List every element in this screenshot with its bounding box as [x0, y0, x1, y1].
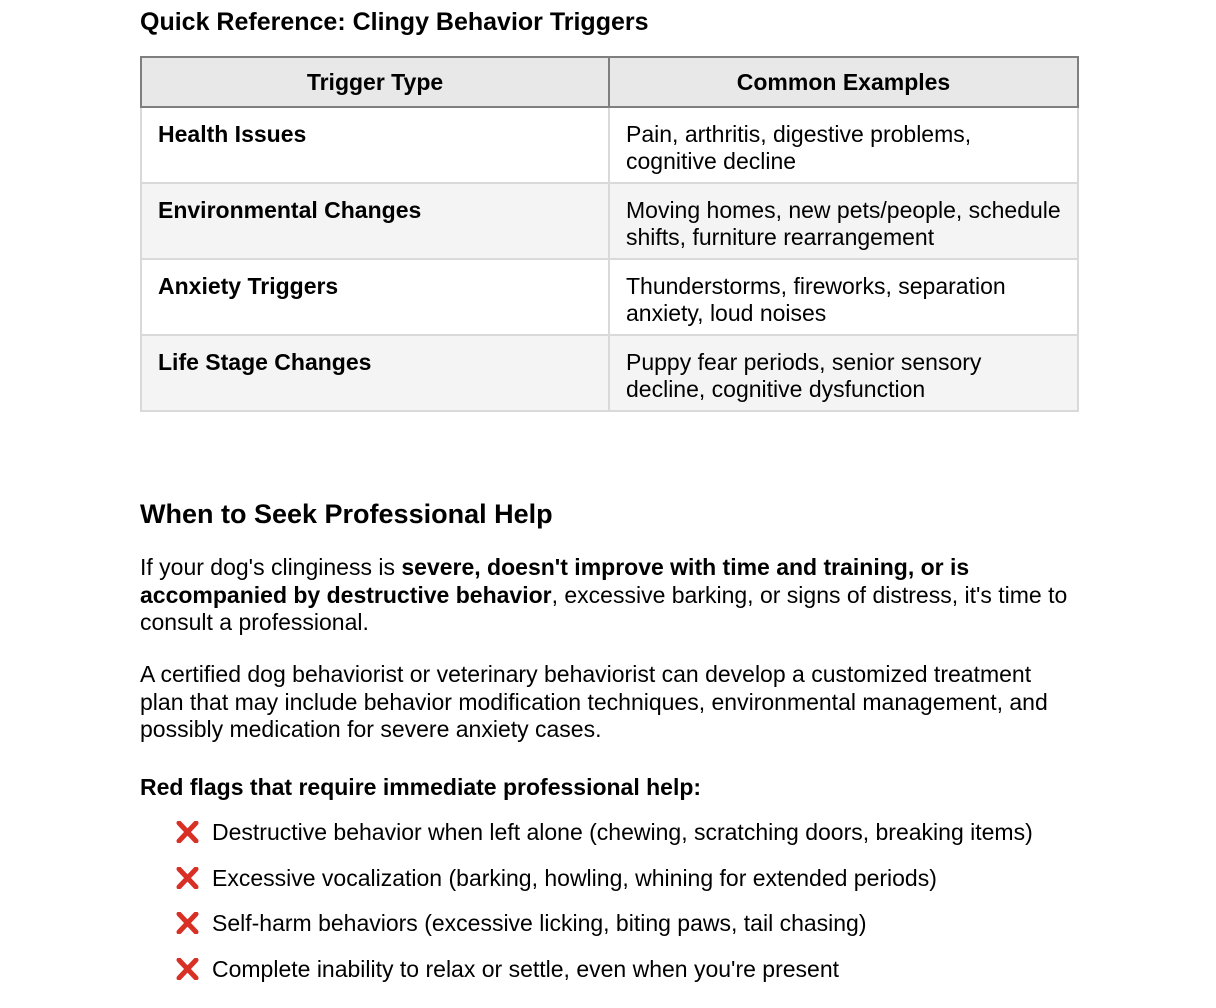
cross-mark-icon [175, 907, 200, 939]
table-row [141, 259, 1078, 335]
intro-text-bold: severe, doesn't improve with time and training, or is accompanied by destructive behavior [140, 554, 970, 608]
examples-cell: Moving homes, new pets/people, schedule shifts, furniture rearrangement [609, 183, 1078, 259]
list-item [175, 953, 1033, 999]
red-flags-list [175, 816, 1033, 999]
list-item [175, 907, 1033, 953]
intro-paragraph [140, 554, 1077, 637]
intro-text-end: , excessive barking, or signs of distress, it's time to consult a professional. [140, 581, 1068, 635]
intro-text-start: If your dog's clinginess is [140, 554, 402, 580]
red-flag-text: Complete inability to relax or settle, even when you're present [212, 956, 839, 983]
table-header-row [141, 57, 1078, 107]
cross-mark-icon [175, 862, 200, 894]
list-item [175, 862, 1033, 908]
red-flag-text: Excessive vocalization (barking, howling, whining for extended periods) [212, 864, 937, 891]
cross-mark-icon [175, 816, 200, 848]
triggers-table [140, 56, 1079, 412]
red-flags-title: Red flags that require immediate professional help: [140, 774, 702, 800]
table-row [141, 335, 1078, 411]
table-title: Quick Reference: Clingy Behavior Triggers [140, 8, 649, 36]
table-row [141, 107, 1078, 183]
header-common-examples: Common Examples [609, 57, 1078, 107]
header-trigger-type: Trigger Type [141, 57, 609, 107]
trigger-type-cell: Environmental Changes [141, 183, 609, 259]
section-heading: When to Seek Professional Help [140, 499, 553, 529]
cross-mark-icon [175, 953, 200, 985]
examples-cell: Puppy fear periods, senior sensory decline, cognitive dysfunction [609, 335, 1078, 411]
trigger-type-cell: Anxiety Triggers [141, 259, 609, 335]
trigger-type-cell: Life Stage Changes [141, 335, 609, 411]
examples-cell: Thunderstorms, fireworks, separation anxiety, loud noises [609, 259, 1078, 335]
behaviorist-paragraph: A certified dog behaviorist or veterinary behaviorist can develop a customized treatment plan that may include behavior modification techniques, environmental management, and possibly medication for severe anxiety cases. [140, 661, 1048, 742]
red-flag-text: Self-harm behaviors (excessive licking, biting paws, tail chasing) [212, 910, 867, 937]
red-flag-text: Destructive behavior when left alone (chewing, scratching doors, breaking items) [212, 819, 1033, 845]
examples-cell: Pain, arthritis, digestive problems, cognitive decline [609, 107, 1078, 183]
trigger-type-cell: Health Issues [141, 107, 609, 183]
list-item [175, 816, 1033, 862]
table-row [141, 183, 1078, 259]
